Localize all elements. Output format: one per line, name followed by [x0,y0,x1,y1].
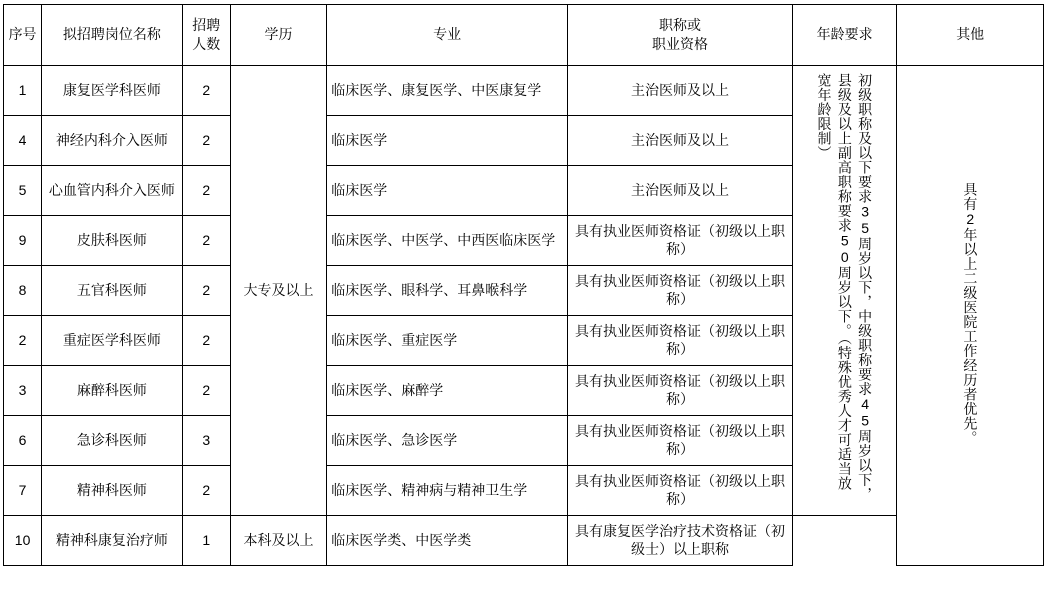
header-major: 专业 [327,5,568,66]
cell-seq: 2 [4,316,42,366]
cell-title: 具有执业医师资格证（初级以上职称） [568,316,793,366]
cell-major: 临床医学、康复医学、中医康复学 [327,66,568,116]
cell-number: 2 [182,166,230,216]
cell-title: 主治医师及以上 [568,116,793,166]
cell-number: 2 [182,216,230,266]
cell-number: 2 [182,266,230,316]
header-number [182,5,230,66]
age-requirement-text: 初级职称及以下要求35周岁以下，中级职称要求45周岁以下，县级及以上副高职称要求50周岁以下。（特殊优秀人才可适当放宽年龄限制） [816,73,874,502]
cell-number: 2 [182,366,230,416]
other-requirement-text: 具有2年以上二级医院工作经历者优先。 [962,181,979,445]
cell-title: 具有执业医师资格证（初级以上职称） [568,366,793,416]
cell-education: 本科及以上 [230,516,326,566]
cell-title: 主治医师及以上 [568,166,793,216]
cell-education-merged: 大专及以上 [230,66,326,516]
cell-seq: 4 [4,116,42,166]
cell-age-merged [792,66,896,516]
cell-seq: 5 [4,166,42,216]
header-other: 其他 [897,5,1044,66]
header-title-line2: 职业资格 [652,36,709,52]
cell-number: 1 [182,516,230,566]
cell-post: 皮肤科医师 [42,216,183,266]
table-row [4,516,1044,566]
header-age: 年龄要求 [792,5,896,66]
cell-major: 临床医学、眼科学、耳鼻喉科学 [327,266,568,316]
cell-major: 临床医学、急诊医学 [327,416,568,466]
cell-post: 神经内科介入医师 [42,116,183,166]
cell-title: 具有执业医师资格证（初级以上职称） [568,266,793,316]
cell-number: 2 [182,466,230,516]
cell-major: 临床医学 [327,116,568,166]
cell-post: 精神科医师 [42,466,183,516]
recruitment-table-page [0,4,1047,600]
cell-seq: 3 [4,366,42,416]
header-post: 拟招聘岗位名称 [42,5,183,66]
cell-seq: 8 [4,266,42,316]
cell-major: 临床医学、精神病与精神卫生学 [327,466,568,516]
cell-title: 具有执业医师资格证（初级以上职称） [568,416,793,466]
header-number-line1: 招聘 [192,17,221,34]
cell-post: 精神科康复治疗师 [42,516,183,566]
cell-seq: 7 [4,466,42,516]
cell-post: 五官科医师 [42,266,183,316]
table-header-row [4,5,1044,66]
cell-post: 急诊科医师 [42,416,183,466]
cell-major: 临床医学 [327,166,568,216]
cell-title: 具有康复医学治疗技术资格证（初级士）以上职称 [568,516,793,566]
header-title-line1: 职称或 [659,17,702,34]
cell-number: 2 [182,316,230,366]
header-education: 学历 [230,5,326,66]
header-title-qualification [568,5,793,66]
cell-seq: 6 [4,416,42,466]
header-number-line2: 人数 [192,36,221,52]
header-seq: 序号 [4,5,42,66]
cell-major: 临床医学、重症医学 [327,316,568,366]
cell-number: 2 [182,116,230,166]
cell-other-merged [897,66,1044,566]
cell-post: 心血管内科介入医师 [42,166,183,216]
cell-seq: 9 [4,216,42,266]
cell-title: 主治医师及以上 [568,66,793,116]
cell-seq: 10 [4,516,42,566]
cell-major: 临床医学、麻醉学 [327,366,568,416]
recruitment-table [3,4,1044,566]
cell-number: 3 [182,416,230,466]
cell-post: 康复医学科医师 [42,66,183,116]
table-row [4,66,1044,116]
cell-major: 临床医学类、中医学类 [327,516,568,566]
cell-post: 麻醉科医师 [42,366,183,416]
cell-number: 2 [182,66,230,116]
cell-major: 临床医学、中医学、中西医临床医学 [327,216,568,266]
cell-title: 具有执业医师资格证（初级以上职称） [568,216,793,266]
cell-seq: 1 [4,66,42,116]
cell-post: 重症医学科医师 [42,316,183,366]
cell-title: 具有执业医师资格证（初级以上职称） [568,466,793,516]
